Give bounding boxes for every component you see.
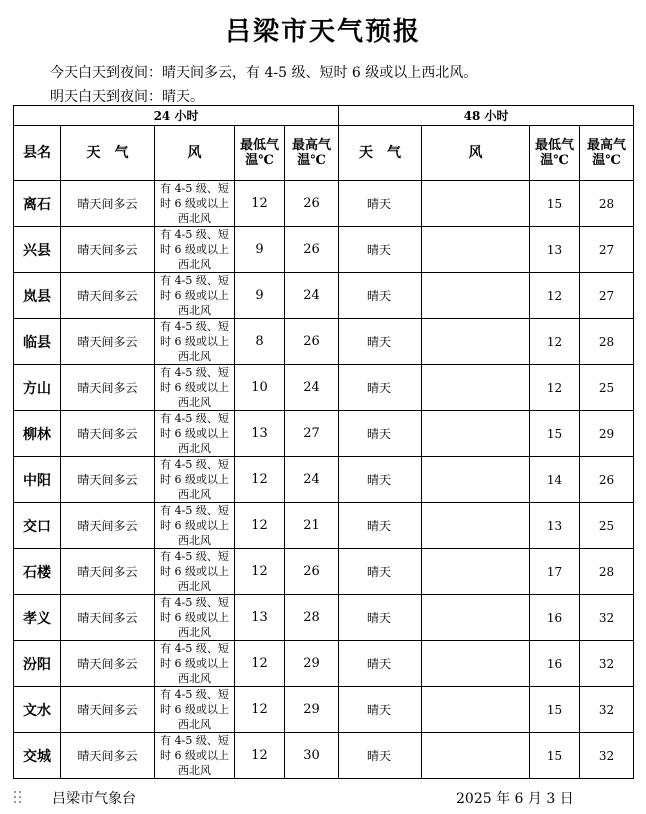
weather-24h-cell: 晴天间多云 <box>61 595 155 641</box>
table-row <box>14 319 634 365</box>
table-row <box>14 503 634 549</box>
min-temp-48h-cell: 12 <box>530 273 580 319</box>
county-cell: 兴县 <box>14 227 61 273</box>
min-temp-24h-cell: 8 <box>235 319 285 365</box>
min-temp-24h-cell: 12 <box>235 687 285 733</box>
column-header-min-temp-48h: 最低气温℃ <box>530 126 580 181</box>
forecast-today: 今天白天到夜间：晴天间多云，有 4-5 级、短时 6 级或以上西北风。 <box>50 65 478 81</box>
wind-24h-cell: 有 4-5 级、短时 6 级或以上西北风 <box>155 181 235 227</box>
weather-48h-cell: 晴天 <box>339 549 422 595</box>
max-temp-24h-cell: 26 <box>285 319 339 365</box>
max-temp-48h-cell: 27 <box>580 273 634 319</box>
weather-48h-cell: 晴天 <box>339 273 422 319</box>
table-row <box>14 687 634 733</box>
county-cell: 离石 <box>14 181 61 227</box>
table-row <box>14 457 634 503</box>
table-row <box>14 273 634 319</box>
weather-48h-cell: 晴天 <box>339 227 422 273</box>
weather-24h-cell: 晴天间多云 <box>61 549 155 595</box>
table-body <box>14 181 634 779</box>
max-temp-24h-cell: 26 <box>285 181 339 227</box>
wind-24h-cell: 有 4-5 级、短时 6 级或以上西北风 <box>155 365 235 411</box>
max-temp-24h-cell: 29 <box>285 641 339 687</box>
max-temp-48h-cell: 32 <box>580 687 634 733</box>
weather-48h-cell: 晴天 <box>339 641 422 687</box>
column-header-weather-24h: 天 气 <box>61 126 155 181</box>
max-temp-48h-cell: 28 <box>580 549 634 595</box>
min-temp-24h-cell: 9 <box>235 227 285 273</box>
page-title: 吕梁市天气预报 <box>224 17 421 47</box>
max-temp-48h-cell: 27 <box>580 227 634 273</box>
group-header-24h: 24 小时 <box>14 106 339 126</box>
min-temp-48h-cell: 16 <box>530 595 580 641</box>
wind-24h-cell: 有 4-5 级、短时 6 级或以上西北风 <box>155 457 235 503</box>
wind-24h-cell: 有 4-5 级、短时 6 级或以上西北风 <box>155 549 235 595</box>
table-row <box>14 411 634 457</box>
county-cell: 孝义 <box>14 595 61 641</box>
min-temp-48h-cell: 12 <box>530 319 580 365</box>
table-row <box>14 641 634 687</box>
column-header-wind-48h: 风 <box>422 126 530 181</box>
min-temp-48h-cell: 17 <box>530 549 580 595</box>
min-temp-24h-cell: 12 <box>235 733 285 779</box>
max-temp-48h-cell: 28 <box>580 181 634 227</box>
min-temp-48h-cell: 13 <box>530 227 580 273</box>
wind-48h-cell <box>422 503 530 549</box>
min-temp-48h-cell: 15 <box>530 181 580 227</box>
max-temp-48h-cell: 25 <box>580 503 634 549</box>
column-header-wind-24h: 风 <box>155 126 235 181</box>
issue-date: 2025 年 6 月 3 日 <box>456 791 574 807</box>
weather-48h-cell: 晴天 <box>339 733 422 779</box>
county-cell: 临县 <box>14 319 61 365</box>
table-row <box>14 227 634 273</box>
max-temp-48h-cell: 28 <box>580 319 634 365</box>
weather-48h-cell: 晴天 <box>339 411 422 457</box>
weather-24h-cell: 晴天间多云 <box>61 227 155 273</box>
min-temp-48h-cell: 16 <box>530 641 580 687</box>
weather-24h-cell: 晴天间多云 <box>61 733 155 779</box>
county-cell: 交口 <box>14 503 61 549</box>
column-header-max-temp-48h: 最高气温℃ <box>580 126 634 181</box>
wind-48h-cell <box>422 595 530 641</box>
column-header-weather-48h: 天 气 <box>339 126 422 181</box>
weather-48h-cell: 晴天 <box>339 687 422 733</box>
max-temp-24h-cell: 24 <box>285 365 339 411</box>
max-temp-48h-cell: 32 <box>580 595 634 641</box>
max-temp-48h-cell: 32 <box>580 733 634 779</box>
weather-24h-cell: 晴天间多云 <box>61 457 155 503</box>
forecast-table <box>13 105 634 779</box>
min-temp-48h-cell: 13 <box>530 503 580 549</box>
min-temp-24h-cell: 13 <box>235 411 285 457</box>
min-temp-48h-cell: 15 <box>530 733 580 779</box>
weather-24h-cell: 晴天间多云 <box>61 411 155 457</box>
table-row <box>14 181 634 227</box>
max-temp-24h-cell: 24 <box>285 457 339 503</box>
table-row <box>14 733 634 779</box>
wind-24h-cell: 有 4-5 级、短时 6 级或以上西北风 <box>155 319 235 365</box>
county-cell: 石楼 <box>14 549 61 595</box>
min-temp-24h-cell: 12 <box>235 457 285 503</box>
min-temp-24h-cell: 12 <box>235 549 285 595</box>
weather-24h-cell: 晴天间多云 <box>61 503 155 549</box>
min-temp-24h-cell: 9 <box>235 273 285 319</box>
issuing-organization: 吕梁市气象台 <box>52 791 136 807</box>
wind-24h-cell: 有 4-5 级、短时 6 级或以上西北风 <box>155 641 235 687</box>
county-cell: 方山 <box>14 365 61 411</box>
column-header-min-temp-24h: 最低气温℃ <box>235 126 285 181</box>
wind-48h-cell <box>422 227 530 273</box>
wind-48h-cell <box>422 733 530 779</box>
max-temp-48h-cell: 29 <box>580 411 634 457</box>
wind-48h-cell <box>422 687 530 733</box>
min-temp-24h-cell: 10 <box>235 365 285 411</box>
wind-24h-cell: 有 4-5 级、短时 6 级或以上西北风 <box>155 273 235 319</box>
column-header-max-temp-24h: 最高气温℃ <box>285 126 339 181</box>
weather-48h-cell: 晴天 <box>339 595 422 641</box>
weather-48h-cell: 晴天 <box>339 457 422 503</box>
wind-48h-cell <box>422 365 530 411</box>
wind-24h-cell: 有 4-5 级、短时 6 级或以上西北风 <box>155 503 235 549</box>
wind-24h-cell: 有 4-5 级、短时 6 级或以上西北风 <box>155 733 235 779</box>
county-cell: 文水 <box>14 687 61 733</box>
weather-48h-cell: 晴天 <box>339 365 422 411</box>
county-cell: 岚县 <box>14 273 61 319</box>
max-temp-24h-cell: 27 <box>285 411 339 457</box>
wind-48h-cell <box>422 411 530 457</box>
wind-48h-cell <box>422 319 530 365</box>
table-row <box>14 365 634 411</box>
min-temp-24h-cell: 13 <box>235 595 285 641</box>
county-cell: 汾阳 <box>14 641 61 687</box>
county-cell: 交城 <box>14 733 61 779</box>
weather-24h-cell: 晴天间多云 <box>61 319 155 365</box>
table-row <box>14 549 634 595</box>
max-temp-48h-cell: 25 <box>580 365 634 411</box>
wind-24h-cell: 有 4-5 级、短时 6 级或以上西北风 <box>155 687 235 733</box>
column-header-county: 县名 <box>14 126 61 181</box>
weather-24h-cell: 晴天间多云 <box>61 181 155 227</box>
forecast-tomorrow: 明天白天到夜间：晴天。 <box>50 89 204 105</box>
weather-24h-cell: 晴天间多云 <box>61 365 155 411</box>
min-temp-48h-cell: 14 <box>530 457 580 503</box>
wind-48h-cell <box>422 181 530 227</box>
min-temp-24h-cell: 12 <box>235 641 285 687</box>
wind-24h-cell: 有 4-5 级、短时 6 级或以上西北风 <box>155 411 235 457</box>
min-temp-48h-cell: 12 <box>530 365 580 411</box>
wind-48h-cell <box>422 457 530 503</box>
max-temp-24h-cell: 30 <box>285 733 339 779</box>
group-header-48h: 48 小时 <box>339 106 634 126</box>
county-cell: 柳林 <box>14 411 61 457</box>
wind-24h-cell: 有 4-5 级、短时 6 级或以上西北风 <box>155 595 235 641</box>
table-column-header-row <box>14 126 634 181</box>
max-temp-24h-cell: 28 <box>285 595 339 641</box>
max-temp-24h-cell: 26 <box>285 549 339 595</box>
min-temp-48h-cell: 15 <box>530 411 580 457</box>
weather-48h-cell: 晴天 <box>339 181 422 227</box>
table-group-header-row <box>14 106 634 126</box>
county-cell: 中阳 <box>14 457 61 503</box>
max-temp-48h-cell: 32 <box>580 641 634 687</box>
min-temp-48h-cell: 15 <box>530 687 580 733</box>
weather-24h-cell: 晴天间多云 <box>61 687 155 733</box>
wind-24h-cell: 有 4-5 级、短时 6 级或以上西北风 <box>155 227 235 273</box>
wind-48h-cell <box>422 549 530 595</box>
wind-48h-cell <box>422 641 530 687</box>
max-temp-24h-cell: 21 <box>285 503 339 549</box>
weather-24h-cell: 晴天间多云 <box>61 273 155 319</box>
max-temp-24h-cell: 29 <box>285 687 339 733</box>
max-temp-24h-cell: 26 <box>285 227 339 273</box>
weather-24h-cell: 晴天间多云 <box>61 641 155 687</box>
table-row <box>14 595 634 641</box>
max-temp-24h-cell: 24 <box>285 273 339 319</box>
weather-48h-cell: 晴天 <box>339 503 422 549</box>
wind-48h-cell <box>422 273 530 319</box>
max-temp-48h-cell: 26 <box>580 457 634 503</box>
min-temp-24h-cell: 12 <box>235 503 285 549</box>
weather-48h-cell: 晴天 <box>339 319 422 365</box>
drag-handle-icon <box>14 791 24 805</box>
min-temp-24h-cell: 12 <box>235 181 285 227</box>
